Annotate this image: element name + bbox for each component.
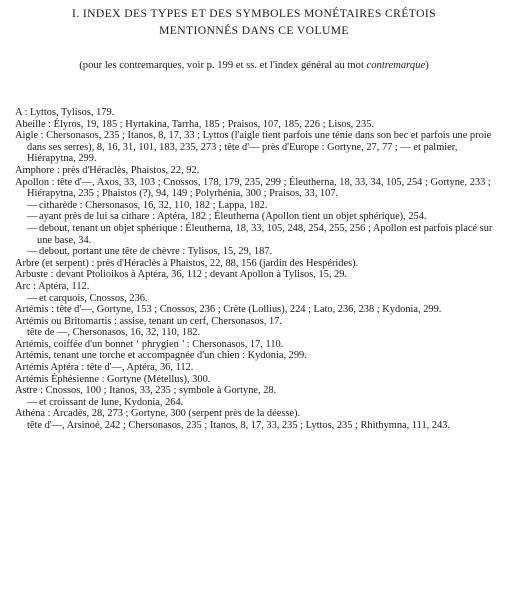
subentry-dash: — — [27, 199, 38, 211]
index-entries — [15, 107, 495, 432]
subentry-dash: — — [27, 211, 38, 223]
subentry-dash: — — [27, 246, 38, 258]
note-italic-word: contremarque — [366, 60, 426, 71]
index-title-line-2: MENTIONNÉS DANS CE VOLUME — [159, 24, 349, 37]
index-subentry: tête de —, Chersonasos, 16, 32, 110, 182. — [27, 327, 201, 339]
subentry-text: et croissant de lune, Kydonia, 264. — [39, 396, 184, 408]
index-subentry — [15, 246, 495, 258]
index-entry: Apollon : tête d'—, Axos, 33, 103 ; Cnossos, 178, 179, 235, 299 ; Éleutherna, 18, 33, 34, 105, 254 ; Gortyne, 233 ; Hiérapytna, 235 ; Phaistos (?), 94, 149 ; Polyrhénia, 300 ; Praisos, 33, 107. — [15, 176, 491, 200]
index-entry: Artémis ou Britomartis : assise, tenant un cerf, Chersonasos, 17. — [15, 315, 282, 327]
index-entry: A : Lyttos, Tylisos, 179. — [15, 107, 115, 118]
index-entry: Aigle : Chersonasos, 235 ; Itanos, 8, 17, 33 ; Lyttos (l'aigle tient parfois une ténie dans son bec et parfois une proie dans ses serres), 8, 16, 31, 101, 183, 235, 273 ; tête d'— près d'Europe : Gortyne, 27, 77 ; — et palmier, Hiérapytna, 299. — [15, 130, 492, 165]
index-entry: Artémis, coiffée d'un bonnet ‘ phrygien ’ : Chersonasos, 17, 110. — [15, 338, 284, 350]
subentry-dash: — — [27, 292, 38, 304]
index-subentry — [15, 397, 495, 409]
note-suffix: ) — [425, 60, 429, 71]
index-title-line-1: I. INDEX DES TYPES ET DES SYMBOLES MONÉTAIRES CRÉTOIS — [72, 7, 436, 20]
index-entry: Artémis, tenant une torche et accompagnée d'un chien : Kydonia, 299. — [15, 350, 307, 362]
index-subentry — [15, 211, 495, 223]
index-entry: Athéna : Arcadès, 28, 273 ; Gortyne, 300 (serpent près de la déesse). — [15, 408, 301, 420]
index-subentry — [15, 293, 495, 305]
index-entry: Abeille : Élyros, 19, 185 ; Hyrtakina, Tarrha, 185 ; Praisos, 107, 185, 226 ; Lisos, 235. — [15, 118, 374, 130]
index-entry: Arbre (et serpent) : près d'Héraclès à Phaistos, 22, 88, 156 (jardin des Hespérides). — [15, 257, 359, 269]
index-entry: Artémis Éphésienne : Gortyne (Métellus), 300. — [15, 373, 211, 385]
contremarque-note — [0, 59, 508, 72]
index-entry: Artémis Aptéra : tête d'—, Aptéra, 36, 112. — [15, 362, 194, 374]
subentry-dash: — — [27, 222, 38, 234]
index-subentry — [15, 200, 495, 212]
index-entry: Amphore : près d'Héraclès, Phaistos, 22, 92. — [15, 164, 200, 176]
index-entry: Arc : Aptéra, 112. — [15, 280, 90, 292]
subentry-dash: — — [27, 396, 38, 408]
subentry-text: debout, portant une tête de chèvre : Tylisos, 15, 29, 187. — [39, 246, 273, 258]
note-prefix: (pour les contremarques, voir p. 199 et ss. et l'index général au mot — [79, 60, 367, 71]
index-entry: Arbuste : devant Ptolioikos à Aptéra, 36, 112 ; devant Apollon à Tylisos, 15, 29. — [15, 269, 348, 281]
subentry-text: debout, tenant un objet sphérique : Éleutherna, 18, 33, 105, 248, 254, 255, 256 ; Apollon est parfois placé sur une base, 34. — [37, 222, 493, 246]
subentry-text: et carquois, Cnossos, 236. — [39, 292, 148, 304]
index-entry: Astre : Cnossos, 100 ; Itanos, 33, 235 ; symbole à Gortyne, 28. — [15, 385, 277, 397]
index-entry: Artémis : tête d'—, Gortyne, 153 ; Cnossos, 236 ; Crète (Lollius), 224 ; Lato, 236, 238 ; Kydonia, 299. — [15, 304, 442, 316]
subentry-text: ayant près de lui sa cithare : Aptéra, 182 ; Éleutherna (Apollon tient un objet sphérique), 254. — [39, 211, 427, 223]
index-subentry: tête d'—, Arsinoé, 242 ; Chersonasos, 235 ; Itanos, 8, 17, 33, 235 ; Lyttos, 235 ; Rhithymna, 111, 243. — [27, 420, 451, 432]
index-subentry — [15, 223, 495, 246]
subentry-text: citharède : Chersonasos, 16, 32, 110, 182 ; Lappa, 182. — [39, 199, 268, 211]
